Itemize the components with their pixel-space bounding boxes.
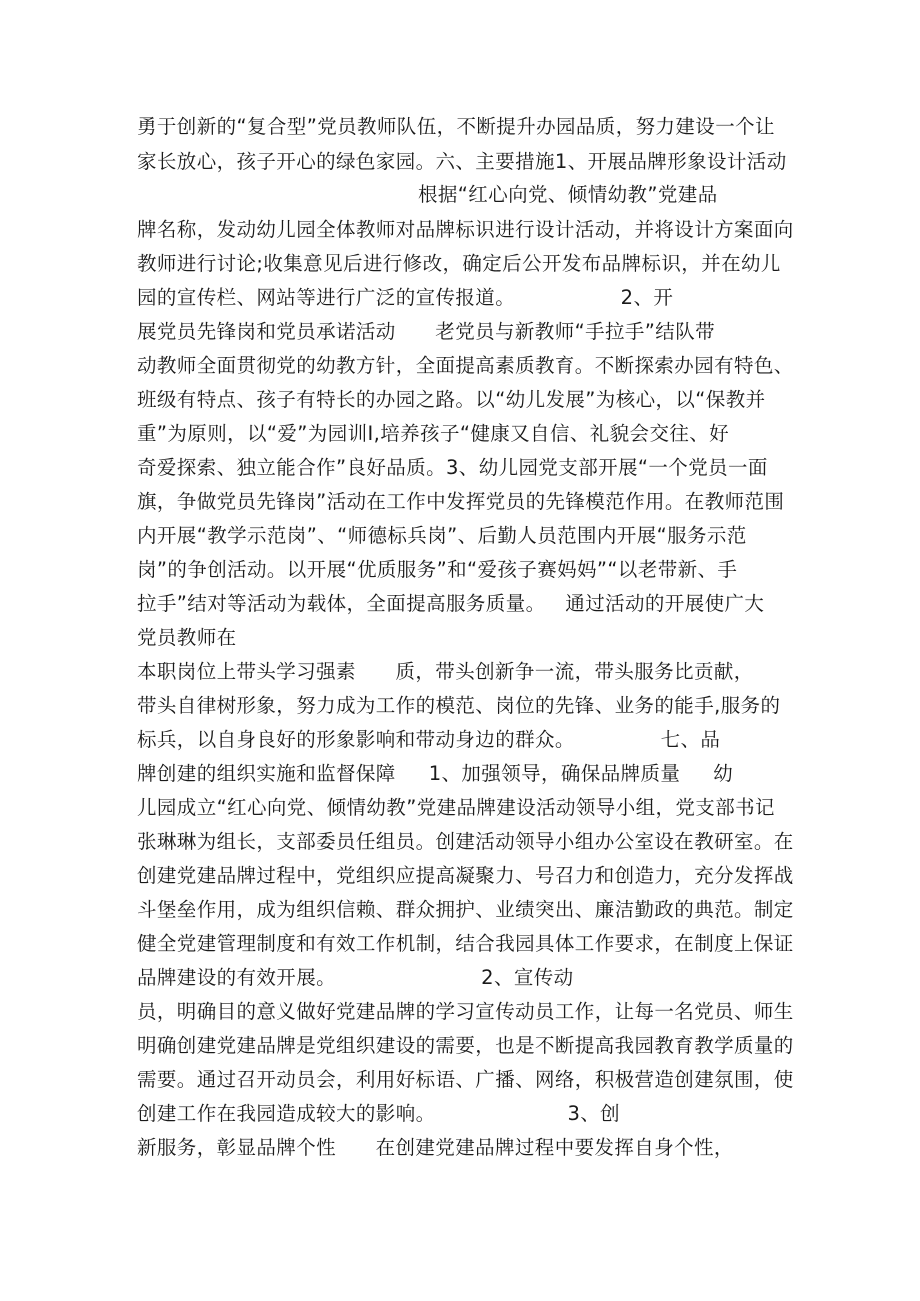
text-line: 张琳琳为组长，支部委员任组员。创建活动领导小组办公室设在教研室。在 (137, 830, 794, 853)
text-line: 创建工作在我园造成较大的影响。 3、创 (137, 1102, 621, 1125)
text-line: 重”为原则，以“爱”为园训I,培养孩子“健康又自信、礼貌会交往、好 (137, 422, 730, 445)
text-line: 明确创建党建品牌是党组织建设的需要，也是不断提高我园教育教学质量的 (137, 1034, 794, 1057)
text-line: 儿园成立“红心向党、倾情幼教”党建品牌建设活动领导小组，党支部书记 (137, 796, 775, 819)
text-line: 健全党建管理制度和有效工作机制，结合我园具体工作要求，在制度上保证 (137, 932, 794, 955)
text-line: 旗，争做党员先锋岗”活动在工作中发挥党员的先锋模范作用。在教师范围 (137, 490, 785, 513)
text-line: 家长放心，孩子开心的绿色家园。六、主要措施1、开展品牌形象设计活动 (137, 150, 787, 173)
text-line: 新服务，彰显品牌个性 在创建党建品牌过程中要发挥自身个性， (137, 1136, 734, 1159)
text-line: 根据“红心向党、倾情幼教”党建品 (418, 183, 718, 206)
text-line: 内开展“教学示范岗”、“师德标兵岗”、后勤人员范围内开展“服务示范 (137, 524, 747, 547)
text-line: 勇于创新的“复合型”党员教师队伍，不断提升办园品质，努力建设一个让 (137, 115, 775, 138)
text-line: 本职岗位上带头学习强素 质，带头创新争一流，带头服务比贡献， (137, 660, 754, 683)
text-line: 园的宣传栏、网站等进行广泛的宣传报道。 2、开 (137, 286, 674, 309)
text-line: 创建党建品牌过程中，党组织应提高凝聚力、号召力和创造力，充分发挥战 (137, 864, 794, 887)
text-line: 岗”的争创活动。以开展“优质服务”和“爱孩子赛妈妈”“以老带新、手 (137, 558, 738, 581)
text-line: 带头自律树形象，努力成为工作的模范、岗位的先锋、业务的能手,服务的 (137, 694, 781, 717)
text-line: 教师进行讨论;收集意见后进行修改，确定后公开发布品牌标识，并在幼儿 (137, 252, 781, 275)
text-line: 党员教师在 (137, 626, 237, 649)
text-line: 品牌建设的有效开展。 2、宣传动 (137, 966, 574, 989)
text-line: 奇爱探索、独立能合作”良好品质。3、幼儿园党支部开展“一个党员一面 (137, 456, 768, 479)
text-line: 牌名称，发动幼儿园全体教师对品牌标识进行设计活动，并将设计方案面向 (137, 218, 794, 241)
text-line: 动教师全面贯彻党的幼教方针，全面提高素质教育。不断探索办园有特色、 (137, 354, 794, 377)
text-line: 展党员先锋岗和党员承诺活动 老党员与新教师“手拉手”结队带 (137, 320, 715, 343)
text-line: 斗堡垒作用，成为组织信赖、群众拥护、业绩突出、廉洁勤政的典范。制定 (137, 898, 794, 921)
text-line: 牌创建的组织实施和监督保障 1、加强领导，确保品牌质量 幼 (137, 762, 734, 785)
text-line: 需要。通过召开动员会，利用好标语、广播、网络，积极营造创建氛围，使 (137, 1068, 794, 1091)
text-line: 拉手”结对等活动为载体，全面提高服务质量。 通过活动的开展使广大 (137, 592, 765, 615)
text-line: 标兵，以自身良好的形象影响和带动身边的群众。 七、品 (137, 728, 721, 751)
text-line: 员，明确目的意义做好党建品牌的学习宣传动员工作，让每一名党员、师生 (137, 1000, 794, 1023)
text-line: 班级有特点、孩子有特长的办园之路。以“幼儿发展”为核心，以“保教并 (137, 388, 766, 411)
